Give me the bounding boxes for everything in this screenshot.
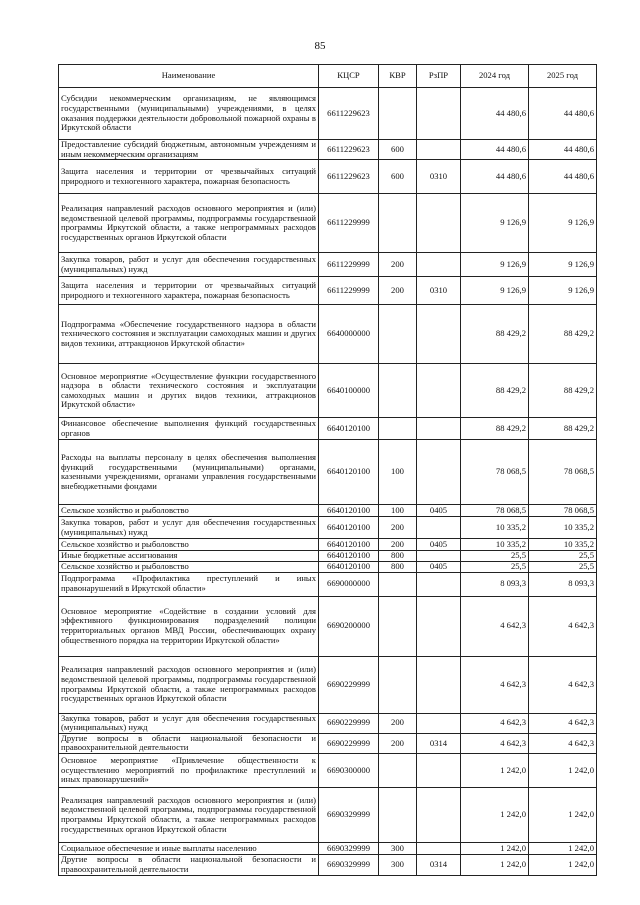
row-name-cell: Реализация направлений расходов основного мероприятия и (или) ведомственной целевой программы, подпрограммы государственной программы Иркутской области, а также непрограммных расходов государственных органов Иркутской области	[59, 194, 319, 253]
row-name-cell: Основное мероприятие «Содействие в создании условий для эффективного функционирования подразделений полиции территориальных органов МВД России, обеспечивающих охрану общественного порядка на территории Иркутской области»	[59, 596, 319, 656]
row-kcsr-cell: 6640120100	[319, 551, 379, 562]
row-2025-cell: 1 242,0	[529, 754, 597, 788]
row-kcsr-cell: 6640100000	[319, 364, 379, 418]
row-2024-cell: 44 480,6	[461, 160, 529, 194]
page-number: 85	[314, 40, 326, 52]
table-row	[59, 572, 597, 596]
row-name-cell: Подпрограмма «Обеспечение государственного надзора в области технического состояния и эксплуатации самоходных машин и других видов техники, аттракционов Иркутской области»	[59, 305, 319, 364]
row-2025-cell: 78 068,5	[529, 505, 597, 517]
row-rzpr-cell	[417, 754, 461, 788]
row-kcsr-cell: 6690229999	[319, 713, 379, 733]
table-row	[59, 505, 597, 517]
row-2025-cell: 1 242,0	[529, 788, 597, 843]
row-2025-cell: 9 126,9	[529, 194, 597, 253]
row-kcsr-cell: 6611229999	[319, 194, 379, 253]
row-2024-cell: 10 335,2	[461, 517, 529, 539]
table-row	[59, 656, 597, 713]
row-name-cell: Закупка товаров, работ и услуг для обеспечения государственных (муниципальных) нужд	[59, 713, 319, 733]
row-name-cell: Защита населения и территории от чрезвычайных ситуаций природного и техногенного характера, пожарная безопасность	[59, 160, 319, 194]
table-header-row	[59, 65, 597, 88]
row-2025-cell: 25,5	[529, 561, 597, 572]
table-row	[59, 277, 597, 305]
row-2024-cell: 9 126,9	[461, 194, 529, 253]
row-rzpr-cell	[417, 140, 461, 160]
row-2024-cell: 1 242,0	[461, 754, 529, 788]
table-body	[59, 88, 597, 876]
row-kvr-cell: 200	[379, 517, 417, 539]
row-rzpr-cell: 0405	[417, 561, 461, 572]
table-row	[59, 418, 597, 440]
row-rzpr-cell: 0405	[417, 539, 461, 551]
row-rzpr-cell	[417, 551, 461, 562]
row-name-cell: Основное мероприятие «Осуществление функции государственного надзора в области технического состояния и эксплуатации самоходных машин и других видов техники, аттракционов Иркутской области»	[59, 364, 319, 418]
row-rzpr-cell	[417, 517, 461, 539]
row-2024-cell: 88 429,2	[461, 305, 529, 364]
row-rzpr-cell: 0405	[417, 505, 461, 517]
row-2024-cell: 4 642,3	[461, 656, 529, 713]
row-kvr-cell	[379, 364, 417, 418]
row-kvr-cell	[379, 572, 417, 596]
row-kvr-cell: 100	[379, 505, 417, 517]
row-rzpr-cell: 0314	[417, 733, 461, 753]
row-2025-cell: 88 429,2	[529, 364, 597, 418]
row-name-cell: Расходы на выплаты персоналу в целях обеспечения выполнения функций государственными (муниципальными) органами, казенными учреждениями, органами управления государственными внебюджетными фондами	[59, 440, 319, 505]
table-row	[59, 253, 597, 277]
row-2025-cell: 4 642,3	[529, 596, 597, 656]
row-kcsr-cell: 6690300000	[319, 754, 379, 788]
row-2025-cell: 78 068,5	[529, 440, 597, 505]
row-kcsr-cell: 6690329999	[319, 855, 379, 876]
row-name-cell: Закупка товаров, работ и услуг для обеспечения государственных (муниципальных) нужд	[59, 517, 319, 539]
header-rzpr: РзПР	[417, 65, 461, 88]
row-rzpr-cell: 0314	[417, 855, 461, 876]
row-rzpr-cell: 0310	[417, 160, 461, 194]
row-kvr-cell: 600	[379, 160, 417, 194]
row-kvr-cell	[379, 596, 417, 656]
row-name-cell: Другие вопросы в области национальной безопасности и правоохранительной деятельности	[59, 733, 319, 753]
row-2025-cell: 10 335,2	[529, 539, 597, 551]
row-kcsr-cell: 6640120100	[319, 539, 379, 551]
row-kcsr-cell: 6611229999	[319, 277, 379, 305]
row-2024-cell: 78 068,5	[461, 440, 529, 505]
table-row	[59, 364, 597, 418]
row-kcsr-cell: 6611229623	[319, 140, 379, 160]
row-rzpr-cell	[417, 364, 461, 418]
row-kvr-cell: 300	[379, 843, 417, 855]
row-2025-cell: 8 093,3	[529, 572, 597, 596]
row-2025-cell: 9 126,9	[529, 253, 597, 277]
row-name-cell: Сельское хозяйство и рыболовство	[59, 561, 319, 572]
table-row	[59, 551, 597, 562]
row-rzpr-cell: 0310	[417, 277, 461, 305]
row-rzpr-cell	[417, 418, 461, 440]
row-2024-cell: 8 093,3	[461, 572, 529, 596]
row-rzpr-cell	[417, 843, 461, 855]
row-name-cell: Закупка товаров, работ и услуг для обеспечения государственных (муниципальных) нужд	[59, 253, 319, 277]
row-kvr-cell	[379, 788, 417, 843]
header-kcsr: КЦСР	[319, 65, 379, 88]
table-row	[59, 194, 597, 253]
row-2024-cell: 9 126,9	[461, 277, 529, 305]
header-2024: 2024 год	[461, 65, 529, 88]
row-name-cell: Реализация направлений расходов основного мероприятия и (или) ведомственной целевой программы, подпрограммы государственной программы Иркутской области, а также непрограммных расходов государственных органов Иркутской области	[59, 656, 319, 713]
row-kvr-cell	[379, 418, 417, 440]
row-kvr-cell	[379, 305, 417, 364]
row-2024-cell: 4 642,3	[461, 713, 529, 733]
row-kvr-cell	[379, 88, 417, 140]
row-kcsr-cell: 6611229623	[319, 88, 379, 140]
row-rzpr-cell	[417, 572, 461, 596]
row-rzpr-cell	[417, 305, 461, 364]
row-kvr-cell	[379, 656, 417, 713]
header-kvr: КВР	[379, 65, 417, 88]
row-2024-cell: 88 429,2	[461, 364, 529, 418]
row-2025-cell: 9 126,9	[529, 277, 597, 305]
row-2024-cell: 78 068,5	[461, 505, 529, 517]
row-2025-cell: 4 642,3	[529, 733, 597, 753]
table-row	[59, 843, 597, 855]
row-kcsr-cell: 6640000000	[319, 305, 379, 364]
row-name-cell: Подпрограмма «Профилактика преступлений и иных правонарушений в Иркутской области»	[59, 572, 319, 596]
row-2025-cell: 10 335,2	[529, 517, 597, 539]
row-2024-cell: 25,5	[461, 551, 529, 562]
row-kvr-cell: 200	[379, 539, 417, 551]
row-2025-cell: 44 480,6	[529, 88, 597, 140]
row-2024-cell: 1 242,0	[461, 855, 529, 876]
row-kcsr-cell: 6640120100	[319, 561, 379, 572]
row-name-cell: Реализация направлений расходов основного мероприятия и (или) ведомственной целевой программы, подпрограммы государственной программы Иркутской области, а также непрограммных расходов государственных органов Иркутской области	[59, 788, 319, 843]
table-row	[59, 140, 597, 160]
row-name-cell: Сельское хозяйство и рыболовство	[59, 505, 319, 517]
row-kcsr-cell: 6690200000	[319, 596, 379, 656]
row-kcsr-cell: 6640120100	[319, 505, 379, 517]
row-kcsr-cell: 6690229999	[319, 656, 379, 713]
row-2025-cell: 88 429,2	[529, 418, 597, 440]
row-2025-cell: 1 242,0	[529, 855, 597, 876]
row-kcsr-cell: 6690329999	[319, 788, 379, 843]
table-row	[59, 596, 597, 656]
row-name-cell: Сельское хозяйство и рыболовство	[59, 539, 319, 551]
row-2025-cell: 4 642,3	[529, 713, 597, 733]
row-name-cell: Иные бюджетные ассигнования	[59, 551, 319, 562]
row-name-cell: Социальное обеспечение и иные выплаты населению	[59, 843, 319, 855]
row-2024-cell: 44 480,6	[461, 88, 529, 140]
row-kvr-cell: 300	[379, 855, 417, 876]
table-row	[59, 160, 597, 194]
row-rzpr-cell	[417, 88, 461, 140]
row-name-cell: Другие вопросы в области национальной безопасности и правоохранительной деятельности	[59, 855, 319, 876]
row-2024-cell: 4 642,3	[461, 596, 529, 656]
row-2024-cell: 88 429,2	[461, 418, 529, 440]
row-2024-cell: 1 242,0	[461, 788, 529, 843]
row-2024-cell: 1 242,0	[461, 843, 529, 855]
header-name: Наименование	[59, 65, 319, 88]
row-2025-cell: 44 480,6	[529, 140, 597, 160]
row-rzpr-cell	[417, 788, 461, 843]
row-name-cell: Основное мероприятие «Привлечение общественности к осуществлению мероприятий по профилактике преступлений и иных правонарушений»	[59, 754, 319, 788]
row-kvr-cell: 200	[379, 253, 417, 277]
row-kcsr-cell: 6640120100	[319, 418, 379, 440]
row-rzpr-cell	[417, 440, 461, 505]
table-row	[59, 713, 597, 733]
row-2024-cell: 4 642,3	[461, 733, 529, 753]
table-row	[59, 561, 597, 572]
row-kvr-cell	[379, 754, 417, 788]
row-kvr-cell: 600	[379, 140, 417, 160]
row-name-cell: Финансовое обеспечение выполнения функций государственных органов	[59, 418, 319, 440]
row-rzpr-cell	[417, 596, 461, 656]
table-row	[59, 539, 597, 551]
table-row	[59, 733, 597, 753]
row-kvr-cell: 100	[379, 440, 417, 505]
row-2025-cell: 88 429,2	[529, 305, 597, 364]
row-kvr-cell	[379, 194, 417, 253]
budget-table	[58, 64, 597, 876]
row-rzpr-cell	[417, 656, 461, 713]
row-kcsr-cell: 6690329999	[319, 843, 379, 855]
table-row	[59, 440, 597, 505]
table-row	[59, 855, 597, 876]
row-name-cell: Защита населения и территории от чрезвычайных ситуаций природного и техногенного характера, пожарная безопасность	[59, 277, 319, 305]
row-2025-cell: 1 242,0	[529, 843, 597, 855]
table-row	[59, 305, 597, 364]
header-2025: 2025 год	[529, 65, 597, 88]
table-row	[59, 754, 597, 788]
row-kvr-cell: 800	[379, 561, 417, 572]
row-rzpr-cell	[417, 194, 461, 253]
row-rzpr-cell	[417, 713, 461, 733]
row-kcsr-cell: 6640120100	[319, 517, 379, 539]
row-rzpr-cell	[417, 253, 461, 277]
row-kcsr-cell: 6611229999	[319, 253, 379, 277]
row-2024-cell: 44 480,6	[461, 140, 529, 160]
row-kcsr-cell: 6690000000	[319, 572, 379, 596]
row-2024-cell: 10 335,2	[461, 539, 529, 551]
row-2025-cell: 44 480,6	[529, 160, 597, 194]
table-row	[59, 517, 597, 539]
row-2024-cell: 9 126,9	[461, 253, 529, 277]
row-kvr-cell: 200	[379, 277, 417, 305]
row-2024-cell: 25,5	[461, 561, 529, 572]
table-row	[59, 788, 597, 843]
row-kvr-cell: 200	[379, 733, 417, 753]
row-kcsr-cell: 6611229623	[319, 160, 379, 194]
row-2025-cell: 4 642,3	[529, 656, 597, 713]
table-row	[59, 88, 597, 140]
row-kvr-cell: 200	[379, 713, 417, 733]
row-name-cell: Субсидии некоммерческим организациям, не являющимся государственными (муниципальными) учреждениями, в целях оказания поддержки деятельности добровольной пожарной охраны в Иркутской области	[59, 88, 319, 140]
row-name-cell: Предоставление субсидий бюджетным, автономным учреждениям и иным некоммерческим организациям	[59, 140, 319, 160]
row-2025-cell: 25,5	[529, 551, 597, 562]
row-kvr-cell: 800	[379, 551, 417, 562]
row-kcsr-cell: 6690229999	[319, 733, 379, 753]
row-kcsr-cell: 6640120100	[319, 440, 379, 505]
